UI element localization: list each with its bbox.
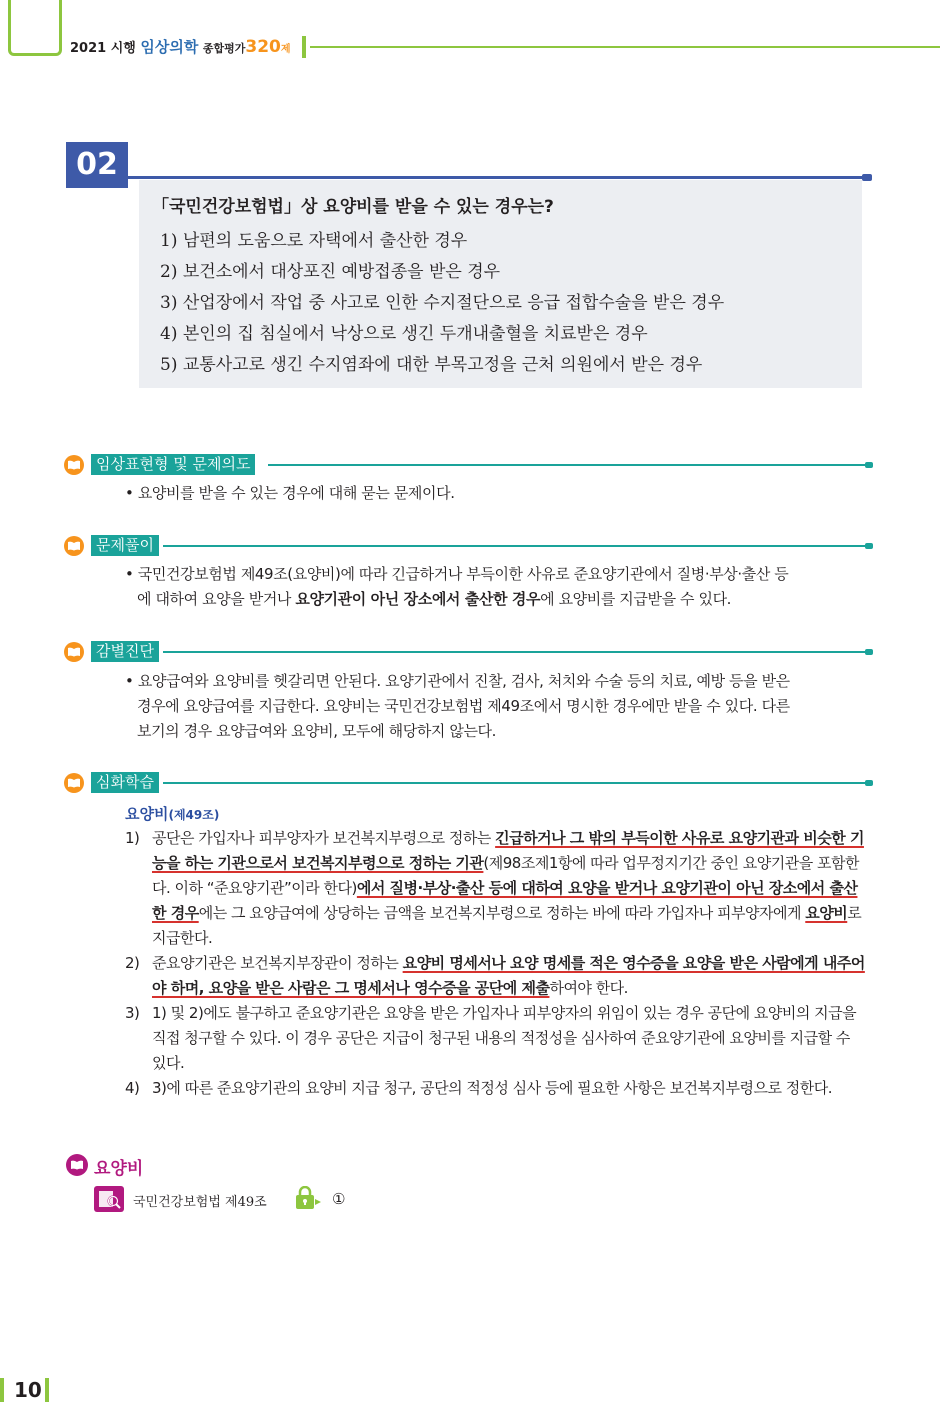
- advanced-title-text: 요양비: [125, 805, 169, 823]
- advanced-item-2: [125, 951, 865, 1001]
- item-text: 3)에 따른 준요양기관의 요양비 지급 청구, 공단의 적정성 심사 등에 필요한 사항은 보건복지부령으로 정한다.: [152, 1079, 832, 1097]
- item-text: 에는 그 요양급여에 상당하는 금액을 보건복지부령으로 정하는 바에 따라 가입자나 피부양자에게: [198, 904, 806, 922]
- section-rule: [163, 782, 866, 784]
- page-number: 10: [14, 1378, 42, 1402]
- item-number: 3): [125, 1004, 140, 1022]
- law-reference: 국민건강보험법 제49조: [133, 1195, 267, 1210]
- solution-line-2: [125, 587, 870, 612]
- section-rule: [268, 464, 866, 466]
- option-2[interactable]: 2) 보건소에서 대상포진 예방접종을 받은 경우: [160, 262, 501, 282]
- differential-line-3: 보기의 경우 요양급여와 요양비, 모두에 해당하지 않는다.: [137, 722, 497, 740]
- solution-emphasis: 요양기관이 아닌 장소에서 출산한 경우: [295, 590, 541, 608]
- section-rule-end: [865, 649, 873, 655]
- item-emphasis: 긴급하거나 그 밖의 부득이한 사유로 요양기관과 비슷한 기능을 하는 기관으로서 보건복지부령으로 정하는 기관: [152, 829, 864, 872]
- item-number: 1): [125, 829, 140, 847]
- section-label-intent: 임상표현형 및 문제의도: [91, 454, 255, 475]
- item-text: 1) 및 2)에도 불구하고 준요양기관은 요양을 받은 가입자나 피부양자의 위임이 있는 경우 공단에 요양비의 지급을 직접 청구할 수 있다. 이 경우 공단은 지급이 청구된 내용의 적정성을 심사하여 준요양기관에 요양비를 지급할 수 있다.: [152, 1004, 857, 1072]
- section-rule-end: [865, 462, 873, 468]
- book-year: 2021 시행: [70, 41, 136, 56]
- item-text: 준요양기관은 보건복지부장관이 정하는: [152, 954, 403, 972]
- option-4[interactable]: 4) 본인의 집 침실에서 낙상으로 생긴 두개내출혈을 치료받은 경우: [160, 324, 648, 344]
- item-emphasis: 요양비 명세서나 요양 명세를 적은 영수증을 요양을 받은 사람에게 내주어야 하며, 요양을 받은 사람은 그 명세서나 영수증을 공단에 제출: [152, 954, 865, 997]
- option-1[interactable]: 1) 남편의 도움으로 자택에서 출산한 경우: [160, 231, 468, 251]
- answer-lock-icon: [293, 1186, 323, 1212]
- advanced-item-4: [125, 1076, 865, 1101]
- question-number: 02: [66, 142, 128, 188]
- advanced-item-1: [125, 826, 865, 951]
- law-book-icon: [94, 1186, 124, 1212]
- section-rule-end: [865, 543, 873, 549]
- page-number-bar-left: [0, 1378, 4, 1402]
- section-label-advanced: 심화학습: [91, 772, 159, 793]
- item-text: 공단은 가입자나 피부양자가 보건복지부령으로 정하는: [152, 829, 496, 847]
- header-tab-decoration: [8, 0, 62, 56]
- header-divider: [302, 36, 306, 58]
- book-icon: [64, 773, 84, 793]
- item-emphasis: 에서 질병·부상·출산 등에 대하여 요양을 받거나 요양기관이 아닌 장소에서 출산한 경우: [152, 879, 858, 922]
- book-title: [70, 36, 291, 57]
- option-5[interactable]: 5) 교통사고로 생긴 수지염좌에 대한 부목고정을 근처 의원에서 받은 경우: [160, 355, 703, 375]
- differential-line-2: 경우에 요양급여를 지급한다. 요양비는 국민건강보험법 제49조에서 명시한 경우에만 받을 수 있다. 다른: [137, 697, 790, 715]
- answer-value: ①: [332, 1190, 346, 1208]
- book-unit: 제: [280, 44, 291, 55]
- item-text: 하여야 한다.: [549, 979, 628, 997]
- item-number: 4): [125, 1079, 140, 1097]
- question-rule-end: [862, 174, 872, 181]
- question-rule: [128, 176, 870, 179]
- differential-line-1: • 요양급여와 요양비를 헷갈리면 안된다. 요양기관에서 진찰, 검사, 처치와 수술 등의 치료, 예방 등을 받은: [125, 672, 790, 690]
- section-rule: [163, 545, 866, 547]
- question-stem: 「국민건강보험법」상 요양비를 받을 수 있는 경우는?: [152, 197, 554, 217]
- solution-line-1: • 국민건강보험법 제49조(요양비)에 따라 긴급하거나 부득이한 사유로 준요양기관에서 질병·부상·출산 등: [125, 565, 789, 583]
- solution-text-c: 에 요양비를 지급받을 수 있다.: [540, 590, 732, 608]
- section-rule-end: [865, 780, 873, 786]
- differential-text: [125, 669, 870, 744]
- book-icon: [64, 642, 84, 662]
- book-count: 320: [245, 37, 281, 57]
- header-rule: [310, 46, 940, 48]
- section-label-differential: 감별진단: [91, 641, 159, 662]
- book-subject: 임상의학: [140, 38, 199, 56]
- solution-text: [125, 562, 870, 612]
- item-text: (제98조제1항에 따라 업무정지기간 중인 요양기관을 포함한다. 이하 “준요양기관”이라 한다): [152, 854, 860, 897]
- section-label-solution: 문제풀이: [91, 535, 159, 556]
- advanced-item-3: [125, 1001, 865, 1076]
- item-number: 2): [125, 954, 140, 972]
- book-icon: [64, 536, 84, 556]
- option-3[interactable]: 3) 산업장에서 작업 중 사고로 인한 수지절단으로 응급 접합수술을 받은 경우: [160, 293, 725, 313]
- intent-text: • 요양비를 받을 수 있는 경우에 대해 묻는 문제이다.: [125, 484, 455, 502]
- book-type: 종합평가: [202, 42, 246, 55]
- advanced-title-ref: (제49조): [168, 808, 220, 822]
- section-rule: [163, 651, 866, 653]
- page-number-bar-right: [45, 1378, 49, 1402]
- item-emphasis: 요양비: [805, 904, 848, 922]
- solution-text-a: 에 대하여 요양을 받거나: [137, 590, 296, 608]
- keyword-book-icon: [66, 1154, 88, 1176]
- book-icon: [64, 455, 84, 475]
- keyword-label: 요양비: [94, 1159, 144, 1179]
- advanced-title: [125, 803, 219, 824]
- item-text: 로 지급한다.: [152, 904, 862, 947]
